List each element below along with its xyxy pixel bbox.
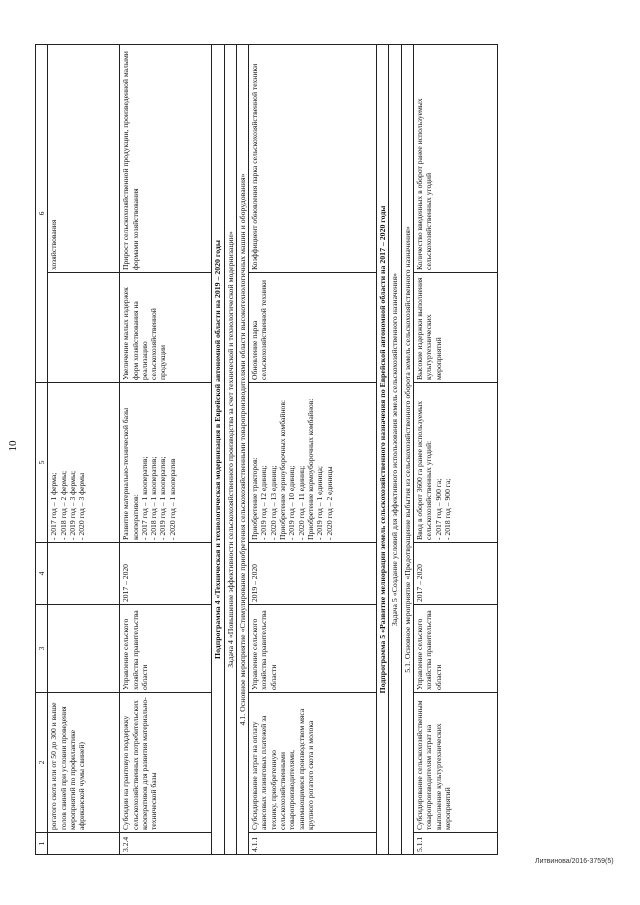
consequences: Обновление парка сельскохозяйственной техники [249, 273, 377, 383]
expected-results: Ввод в оборот 3600 га ранее используемых сельскохозяйственных угодий: - 2017 год – 900 га; - 2018 год – 900 га; [414, 383, 498, 543]
task-5-row [389, 44, 401, 854]
task-4-row [224, 44, 236, 854]
implementation-period: 2017 – 2020 [414, 543, 498, 605]
table-row-5-1-1 [414, 44, 498, 854]
consequences: Увеличение малых издержек форм хозяйствования на реализацию сельскохозяйственной продукции [120, 273, 212, 383]
event-4-1-row [236, 44, 248, 854]
rotated-table-page [35, 45, 595, 855]
page-number: 10 [7, 440, 19, 452]
measure-description: Субсидии на грантовую поддержку сельскохозяйственных потребительских кооперативов для развития материально-технической базы [120, 693, 212, 833]
indicator: Прирост сельскохозяйственной продукции, произведенной малыми формами хозяйствования [120, 44, 212, 272]
subprogram-5-title: Подпрограмма 5 «Развитие мелиорации земель сельскохозяйственного назначения по Еврейской автономной области на 2017 – 2020 годы [377, 44, 389, 854]
measure-description: Субсидирование затрат на оплату авансовых лизинговых платежей за технику, приобретенную сельскохозяйственными товаропроизводителями, занимающимися производством мяса крупного рогатого скота и молока [249, 693, 377, 833]
expected-results: Развитие материально-технической базы кооперативов: - 2017 год – 1 кооператив; - 2018 год – 1 кооператив; - 2019 год – 1 кооператив; - 2020 год – 1 кооператив [120, 383, 212, 543]
subprogram-4-row [212, 44, 224, 854]
measure-description: Субсидирование сельскохозяйственным товаропроизводителям затрат на выполнение культуртехнических мероприятий [414, 693, 498, 833]
expected-results: Приобретение тракторов: - 2019 год – 12 единиц; - 2020 год – 13 единиц; Приобретение зерноуборочных комбайнов: - 2019 год – 10 единиц; - 2020 год – 11 единиц; Приобретение кормоуборочных комбайнов: - 2019 год – 1 единица; - 2020 год – 2 единицы [249, 383, 377, 543]
cont-results: - 2017 год – 1 ферма; - 2018 год – 2 фермы; - 2019 год – 3 фермы; - 2020 год – 3 фермы [48, 383, 120, 543]
event-5-1-row [401, 44, 413, 854]
responsible-executor: Управление сельского хозяйства правительства области [414, 605, 498, 693]
col-4-header: 4 [36, 543, 48, 605]
header-row [36, 44, 48, 854]
responsible-executor: Управление сельского хозяйства правительства области [249, 605, 377, 693]
implementation-period: 2017 – 2020 [120, 543, 212, 605]
cont-description: рогатого скота или от 50 до 300 и выше голов свиней при условии проведения мероприятий по профилактике африканской чумы свиней) [48, 693, 120, 833]
document-code: Литвинова/2016-3759(5) [535, 858, 614, 865]
indicator: Коэффициент обновления парка сельскохозяйственной техники [249, 44, 377, 272]
col-5-header: 5 [36, 383, 48, 543]
consequences: Высокие издержки выполнения культуртехнических мероприятий [414, 273, 498, 383]
col-6-header: 6 [36, 44, 48, 382]
implementation-period: 2019 – 2020 [249, 543, 377, 605]
task-4-title: Задача 4 «Повышение эффективности сельскохозяйственного производства за счет технической и технологической модернизации» [224, 44, 236, 854]
subprogram-5-row [377, 44, 389, 854]
cont-indicator: хозяйствования [48, 44, 120, 272]
task-5-title: Задача 5 «Создание условий для эффективного использования земель сельскохозяйственного назначения» [389, 44, 401, 854]
table-row-continuation [48, 44, 120, 854]
subprogram-4-title: Подпрограмма 4 «Техническая и технологическая модернизация в Еврейской автономной области на 2019 – 2020 годы [212, 44, 224, 854]
col-2-header: 2 [36, 693, 48, 833]
col-1-header: 1 [36, 833, 48, 855]
row-number: 5.1.1 [414, 833, 498, 855]
event-5-1-title: 5.1. Основное мероприятие «Предотвращение выбытия из сельскохозяйственного оборота земель сельскохозяйственного назначения» [401, 44, 413, 854]
table-row-3-2-4 [120, 44, 212, 854]
row-number: 3.2.4 [120, 833, 212, 855]
indicator: Количество введенных в оборот ранее используемых сельскохозяйственных угодий [414, 44, 498, 272]
responsible-executor: Управление сельского хозяйства правительства области [120, 605, 212, 693]
row-number: 4.1.1 [249, 833, 377, 855]
program-table [35, 44, 498, 855]
col-3-header: 3 [36, 605, 48, 693]
table-row-4-1-1 [249, 44, 377, 854]
event-4-1-title: 4.1. Основное мероприятие «Стимулирование приобретения сельскохозяйственными товаропроизводителями области высокотехнологичных машин и оборудования» [236, 44, 248, 854]
